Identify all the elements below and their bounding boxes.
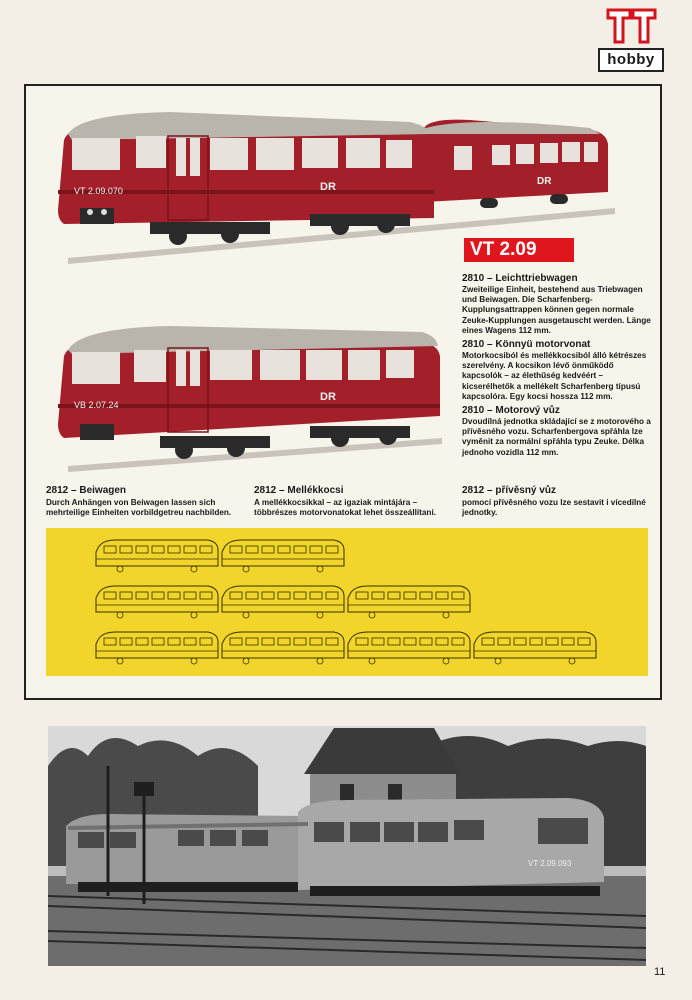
desc-heading: 2810 – Könnyü motorvonat xyxy=(462,339,591,351)
model-badge: VT 2.09 xyxy=(464,238,574,262)
motor-car-number: VT 2.09.070 xyxy=(74,186,123,196)
desc-heading: 2810 – Motorový vůz xyxy=(462,405,560,417)
prototype-photo xyxy=(48,726,646,966)
consist-car-outline xyxy=(474,632,596,664)
photo-car-number: VT 2.09.093 xyxy=(528,859,572,868)
description-2812-de xyxy=(46,484,242,519)
tt-hobby-logo xyxy=(598,8,666,72)
desc-heading: 2812 – Beiwagen xyxy=(46,485,127,496)
consist-car-outline xyxy=(96,632,218,664)
desc-text: pomocí přívěsného vozu lze sestavit i vícedílné jednotky. xyxy=(462,498,646,518)
description-2812-hu xyxy=(254,484,450,519)
consist-car-outline xyxy=(222,586,344,618)
desc-cs xyxy=(462,404,652,458)
consist-car-outline xyxy=(96,540,218,572)
consist-outline-diagrams xyxy=(46,528,648,676)
desc-hu xyxy=(462,338,652,402)
vb-2-07-trailer-illustration xyxy=(50,320,450,480)
hobby-label: hobby xyxy=(598,48,664,72)
tt-logo-mark xyxy=(606,8,658,44)
description-2810 xyxy=(462,270,652,458)
desc-text: Dvoudílná jednotka skládající se z motorového a přívěsného vozu. Scharfenbergova spřáhla lze vyměnit za normální spřáhla typu Zeuke. Délka jednoho vozidla 112 mm. xyxy=(462,417,651,457)
rear-car-dr-mark: DR xyxy=(537,176,552,187)
desc-heading: 2812 – přívěsný vůz xyxy=(462,485,556,496)
trailer-dr-mark: DR xyxy=(320,391,336,403)
consist-car-outline xyxy=(222,632,344,664)
consist-car-outline xyxy=(348,632,470,664)
consist-diagram-panel xyxy=(46,528,648,676)
description-2812-cs xyxy=(462,484,658,519)
desc-heading: 2810 – Leichttriebwagen xyxy=(462,273,578,284)
page-number: 11 xyxy=(654,966,666,978)
trailer-number: VB 2.07.24 xyxy=(74,400,119,410)
motor-car-dr-mark: DR xyxy=(320,181,336,193)
desc-text: Zweiteilige Einheit, bestehend aus Triebwagen und Beiwagen. Die Scharfenberg-Kupplungsattrappen können gegen normale Zeuke-Kupplungen ausgetauscht werden. Länge eines Wagens 112 mm. xyxy=(462,285,651,335)
desc-heading: 2812 – Mellékkocsi xyxy=(254,485,344,496)
consist-car-outline xyxy=(96,586,218,618)
desc-de xyxy=(462,272,652,336)
desc-text: Durch Anhängen von Beiwagen lassen sich mehrteilige Einheiten vorbildgetreu nachbilden. xyxy=(46,498,232,518)
consist-car-outline xyxy=(222,540,344,572)
desc-text: A mellékkocsikkal – az igaziak mintájára – többrészes motorvonatokat lehet összeállítani. xyxy=(254,498,436,518)
consist-car-outline xyxy=(348,586,470,618)
desc-text: Motorkocsiból és mellékkocsiból álló kétrészes szerelvény. A kocsikon lévő önműködő kapcsolók – az élethűség kedvéért – kicserélhetők a mellékelt Scharfenberg típusú kapcsolóra. Egy kocsi hossza 112 mm. xyxy=(462,351,647,401)
